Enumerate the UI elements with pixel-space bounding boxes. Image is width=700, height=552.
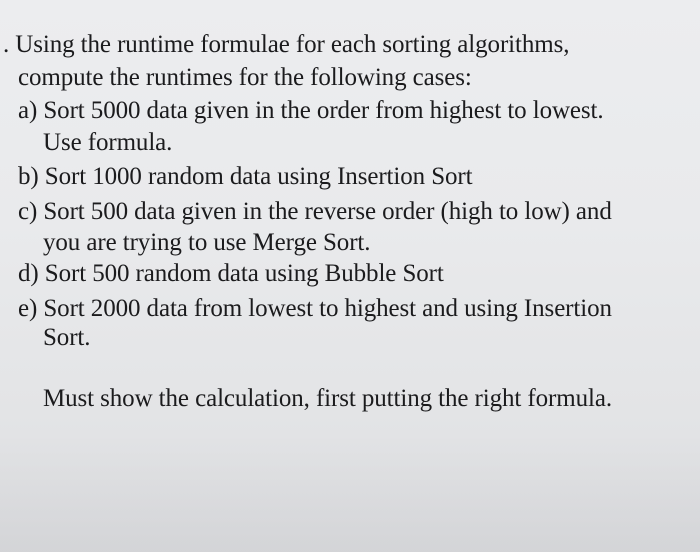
question-intro-line-1: . Using the runtime formulae for each sorting algorithms, (3, 31, 570, 58)
item-b-line-1: b) Sort 1000 random data using Insertion Sort (18, 163, 473, 190)
item-a-line-2: Use formula. (43, 129, 173, 156)
item-c-line-1: c) Sort 500 data given in the reverse order (high to low) and (18, 198, 612, 225)
item-e-line-1: e) Sort 2000 data from lowest to highest and using Insertion (18, 295, 612, 322)
item-e-line-2: Sort. (43, 324, 91, 351)
item-c-line-2: you are trying to use Merge Sort. (43, 229, 371, 256)
item-d-line-1: d) Sort 500 random data using Bubble Sort (18, 260, 444, 287)
question-intro-line-2: compute the runtimes for the following cases: (18, 64, 472, 91)
item-a-line-1: a) Sort 5000 data given in the order from highest to lowest. (18, 97, 604, 124)
footer-instruction: Must show the calculation, first putting the right formula. (43, 385, 613, 412)
